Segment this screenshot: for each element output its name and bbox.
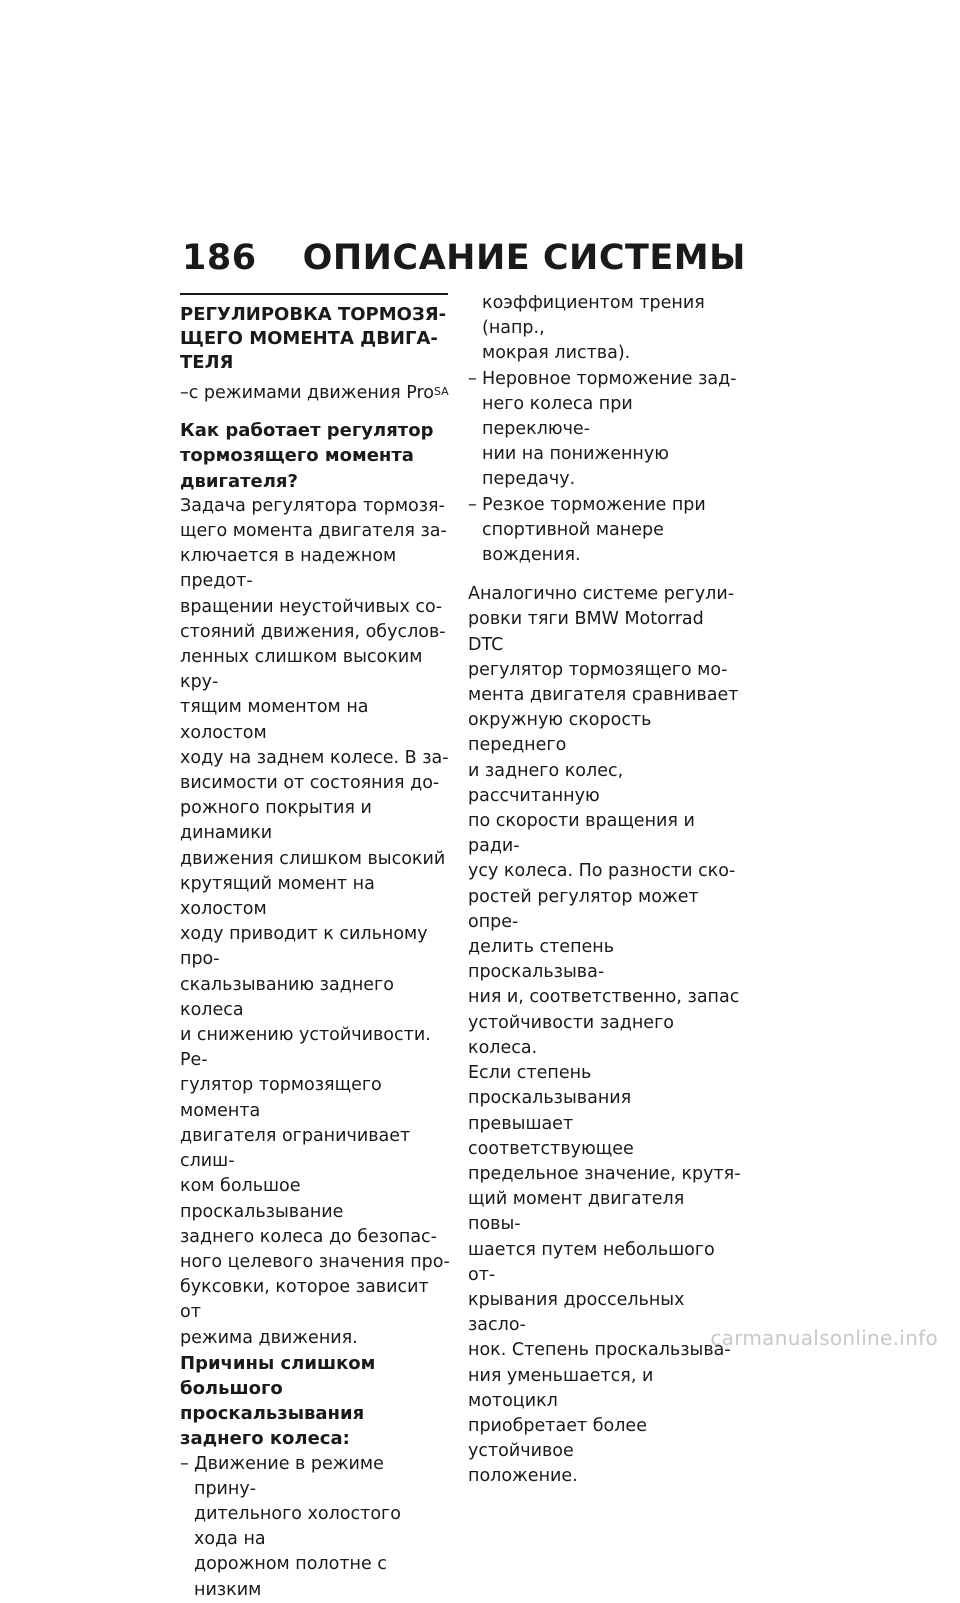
paragraph-comparison: Аналогично системе регули- ровки тяги BMW Motorrad DTC регулятор тормозящего мо- мента двигателя сравнивает окружную скорость переднего и заднего колес, рассчитанную по скорости вращения и ради- усу колеса. По разности ско- ростей регулятор может опре- делить степень проскальзыва- ния и, соответственно, запас устойчивости заднего колеса. Если степень проскальзывания превышает соответствующее предельное значение, крутя- щий момент двигателя повы- шается путем небольшого от- крывания дроссельных засло- нок. Степень проскальзыва- ния уменьшается, и мотоцикл приобретает более устойчивое положение. (468, 584, 741, 1487)
subhead-causes: Причины слишком большого проскальзывания заднего колеса: (180, 1352, 376, 1450)
watermark: carmanualsonline.info (710, 1326, 938, 1350)
right-column (468, 291, 742, 1490)
chapter-title: ОПИСАНИЕ СИСТЕМЫ (302, 238, 746, 278)
page-header (182, 238, 746, 278)
list-dash: – (180, 1453, 189, 1474)
subtitle-dash: – (180, 383, 189, 403)
subhead-how-it-works: Как работает регулятор тормозящего момента двигателя? (180, 420, 434, 492)
section-subtitle (180, 381, 450, 406)
subtitle-text: с режимами движения Pro (188, 383, 434, 403)
page-number: 186 (182, 238, 257, 278)
list-item (468, 367, 742, 493)
list-item-text: Резкое торможение при спортивной манере вождения. (482, 494, 706, 566)
special-accessory-mark: SA (434, 385, 449, 398)
list-dash: – (468, 368, 477, 389)
list-item-text: Движение в режиме прину- дительного холостого хода на дорожном полотне с низким (194, 1453, 401, 1600)
list-item-text: Неровное торможение зад- него колеса при переключе- нии на пониженную передачу. (482, 368, 737, 490)
paragraph-function: Задача регулятора тормозя- щего момента двигателя за- ключается в надежном предот- вращении неустойчивых со- стояний движения, обуслов- ленных слишком высоким кру- тящим моментом на холостом ходу на заднем колесе. В за- висимости от состояния до- рожного покрытия и динамики движения слишком высокий крутящий момент на холостом ходу приводит к сильному про- скальзыванию заднего колеса и снижению устойчивости. Ре- гулятор тормозящего момента двигателя ограничивает слиш- ком большое проскальзывание заднего колеса до безопас- ного целевого значения про- буксовки, которое зависит от режима движения. (180, 495, 450, 1348)
left-column (180, 291, 450, 1603)
section-rule (180, 293, 448, 295)
list-item (180, 1452, 450, 1603)
list-dash: – (468, 494, 477, 515)
section-title: РЕГУЛИРОВКА ТОРМОЗЯ- ЩЕГО МОМЕНТА ДВИГА- ТЕЛЯ (180, 304, 447, 373)
list-continuation: коэффициентом трения (напр., мокрая листва). (482, 293, 705, 364)
list-item (468, 493, 742, 569)
